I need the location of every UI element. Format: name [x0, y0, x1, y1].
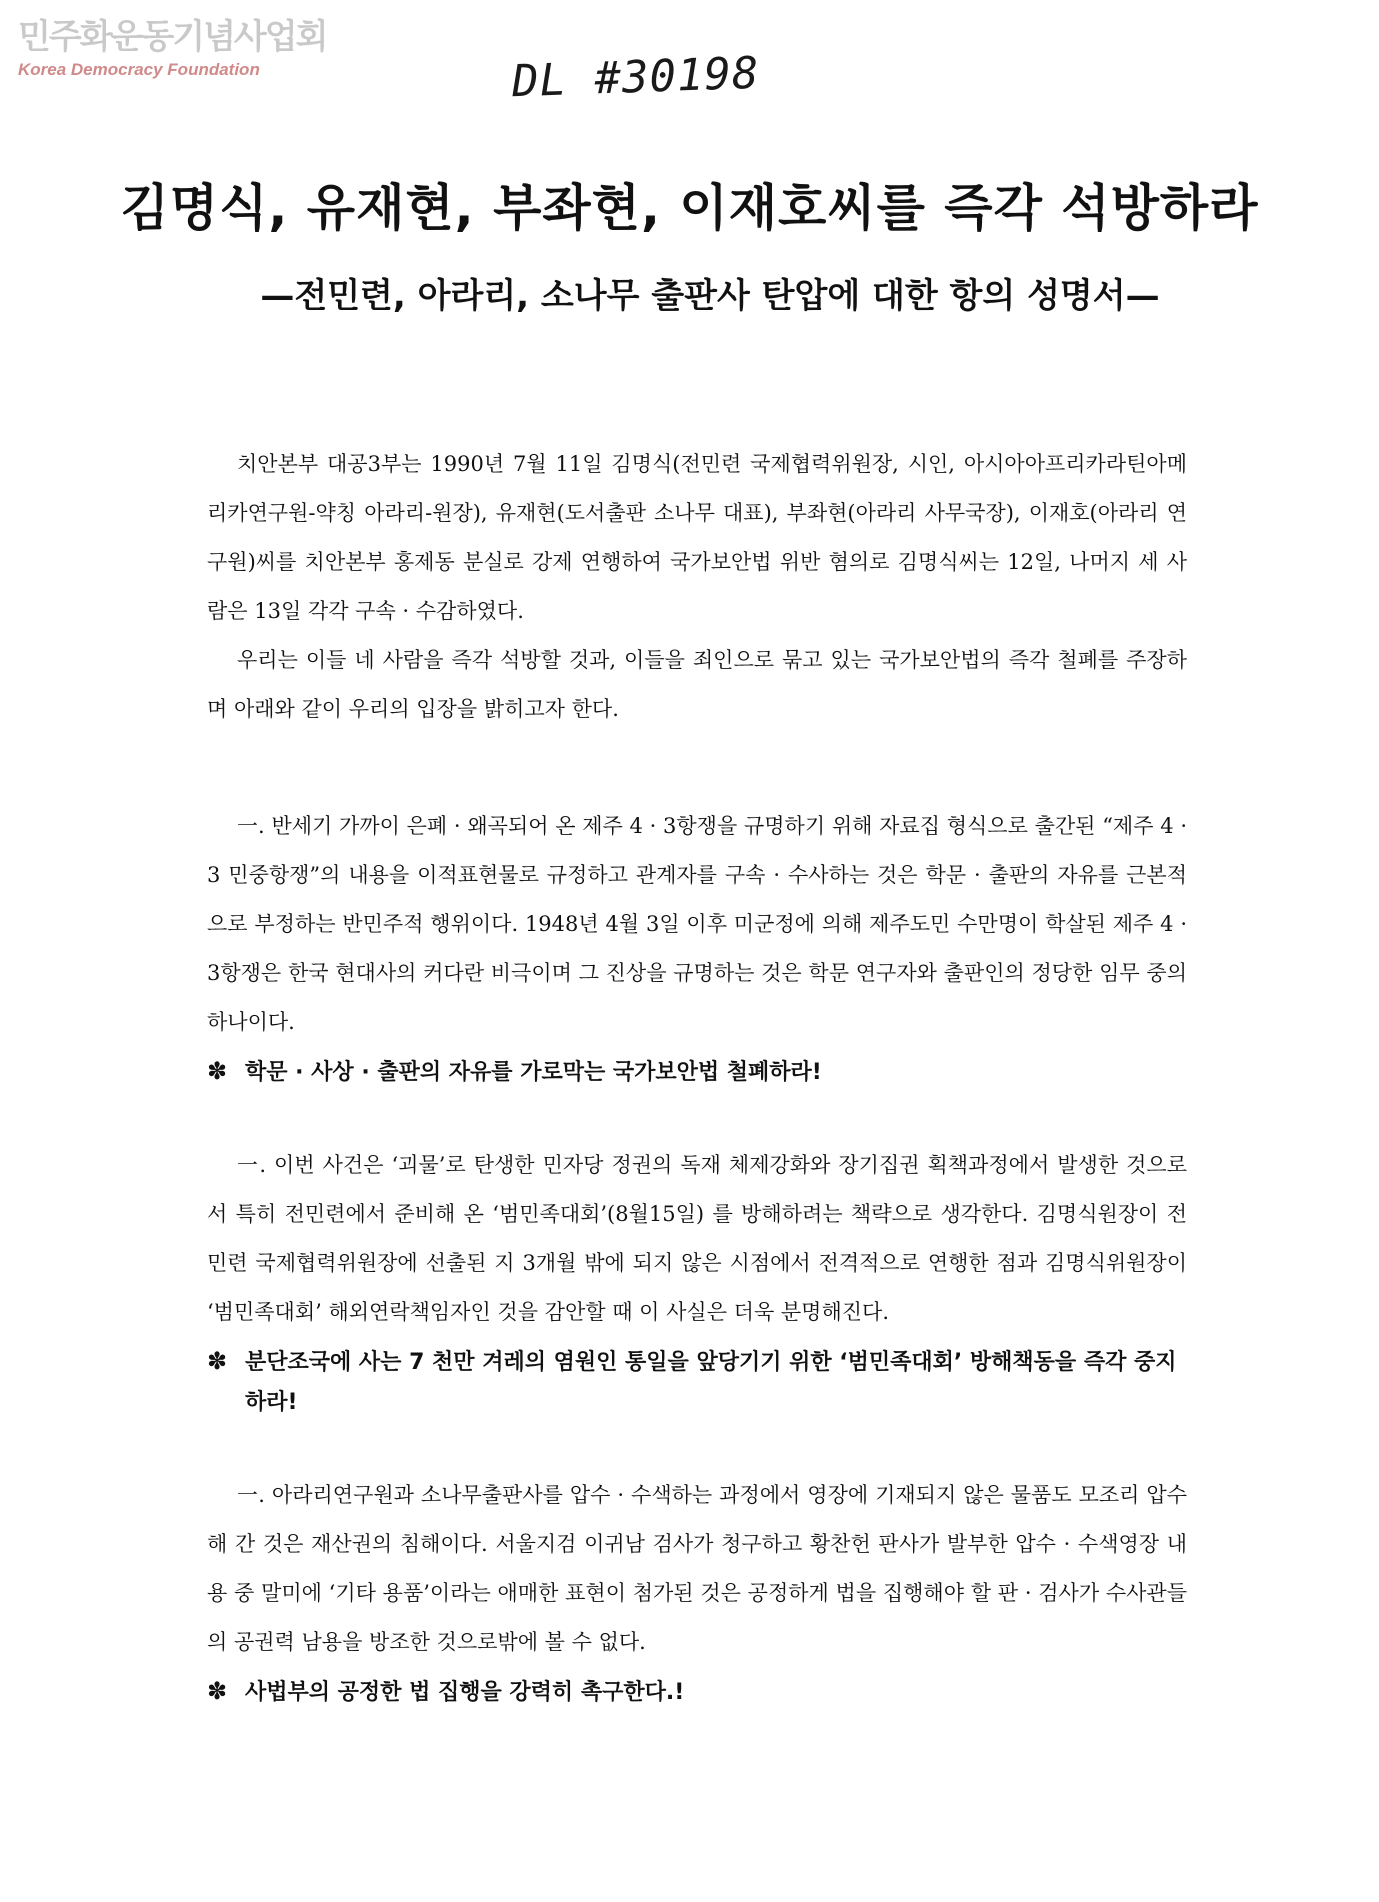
- asterisk-icon: ✽: [207, 1347, 228, 1375]
- intro-paragraph: 치안본부 대공3부는 1990년 7월 11일 김명식(전민련 국제협력위원장, 시인, 아시아아프리카라틴아메리카연구원-약칭 아라리-원장), 유재현(도서출판 소나무 대표), 부좌현(아라리 사무국장), 이재호(아라리 연구원)씨를 치안본부 홍제동 분실로 강제 연행하여 국가보안법 위반 혐의로 김명식씨는 12일, 나머지 세 사람은 13일 각각 구속 · 수감하였다.: [207, 452, 1187, 623]
- watermark-logo: [18, 18, 326, 80]
- section-2: [207, 1141, 1187, 1423]
- section-3: [207, 1471, 1187, 1713]
- watermark-korean: 민주화운동기념사업회: [18, 17, 327, 57]
- section-text: 一. 아라리연구원과 소나무출판사를 압수 · 수색하는 과정에서 영장에 기재되지 않은 물품도 모조리 압수해 간 것은 재산권의 침해이다. 서울지검 이귀남 검사가 청구하고 황찬헌 판사가 발부한 압수 · 수색영장 내용 중 말미에 ‘기타 용품’이라는 애매한 표현이 첨가된 것은 공정하게 법을 집행해야 할 판 · 검사가 수사관들의 공권력 남용을 방조한 것으로밖에 볼 수 없다.: [207, 1483, 1187, 1654]
- watermark-english: Korea Democracy Foundation: [18, 60, 260, 79]
- section-text: 一. 반세기 가까이 은폐 · 왜곡되어 온 제주 4 · 3항쟁을 규명하기 위해 자료집 형식으로 출간된 “제주 4 · 3 민중항쟁”의 내용을 이적표현물로 규정하고 관계자를 구속 · 수사하는 것은 학문 · 출판의 자유를 근본적으로 부정하는 반민주적 행위이다. 1948년 4월 3일 이후 미군정에 의해 제주도민 수만명이 학살된 제주 4 · 3항쟁은 한국 현대사의 커다란 비극이며 그 진상을 규명하는 것은 학문 연구자와 출판인의 정당한 임무 중의 하나이다.: [207, 814, 1187, 1034]
- intro-paragraph: 우리는 이들 네 사람을 즉각 석방할 것과, 이들을 죄인으로 묶고 있는 국가보안법의 즉각 철폐를 주장하며 아래와 같이 우리의 입장을 밝히고자 한다.: [207, 648, 1187, 721]
- asterisk-icon: ✽: [207, 1057, 228, 1085]
- slogan-text: 분단조국에 사는 7 천만 겨레의 염원인 통일을 앞당기기 위한 ‘범민족대회’ 방해책동을 즉각 중지하라!: [245, 1350, 1177, 1415]
- asterisk-icon: ✽: [207, 1677, 228, 1705]
- document-body: [207, 440, 1187, 1713]
- slogan-text: 학문 · 사상 · 출판의 자유를 가로막는 국가보안법 철폐하라!: [245, 1060, 822, 1085]
- handwritten-archive-number: DL #30198: [511, 47, 761, 108]
- section-slogan: [207, 1341, 1187, 1423]
- section-slogan: [207, 1671, 1187, 1713]
- slogan-text: 사법부의 공정한 법 집행을 강력히 촉구한다.!: [245, 1680, 685, 1705]
- section-slogan: [207, 1051, 1187, 1093]
- document-title: 김명식, 유재현, 부좌현, 이재호씨를 즉각 석방하라: [120, 179, 1259, 237]
- document-subtitle: —전민련, 아라리, 소나무 출판사 탄압에 대한 항의 성명서—: [260, 276, 1160, 316]
- section-1: [207, 802, 1187, 1093]
- section-text: 一. 이번 사건은 ‘괴물’로 탄생한 민자당 정권의 독재 체제강화와 장기집권 획책과정에서 발생한 것으로서 특히 전민련에서 준비해 온 ‘범민족대회’(8월15일) 를 방해하려는 책략으로 생각한다. 김명식원장이 전민련 국제협력위원장에 선출된 지 3개월 밖에 되지 않은 시점에서 전격적으로 연행한 점과 김명식위원장이 ‘범민족대회’ 해외연락책임자인 것을 감안할 때 이 사실은 더욱 분명해진다.: [207, 1153, 1187, 1324]
